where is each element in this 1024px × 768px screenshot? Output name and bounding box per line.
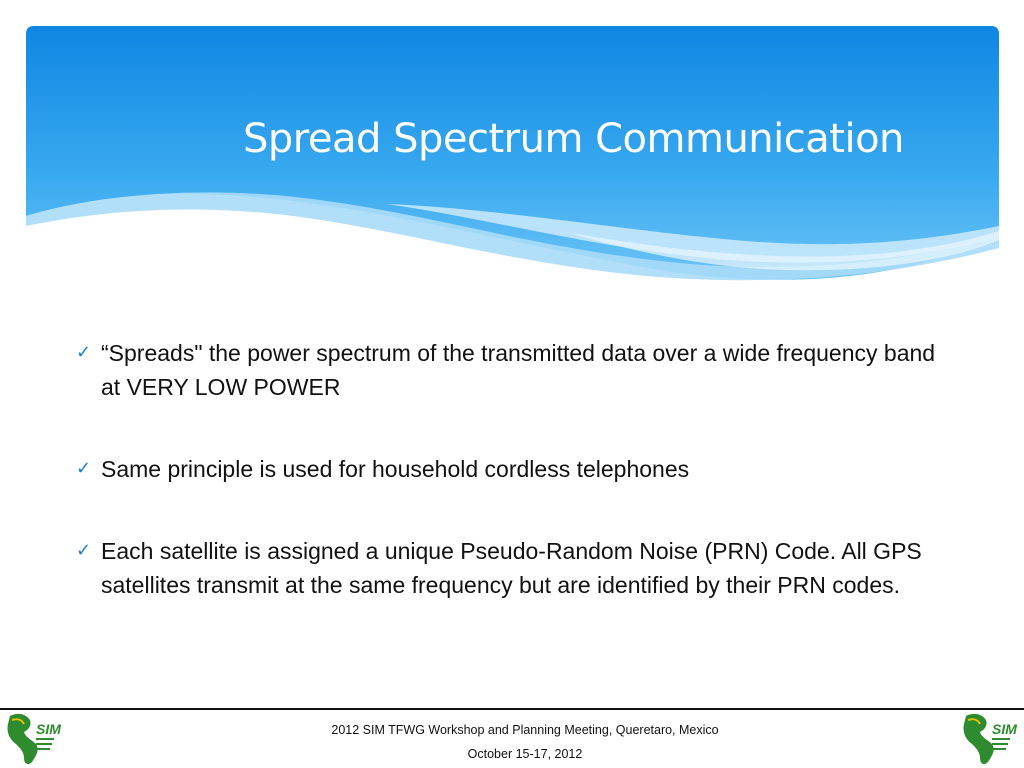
svg-text:SIM: SIM bbox=[992, 721, 1017, 737]
check-mark-icon: ✓ bbox=[76, 458, 92, 479]
footer-event: 2012 SIM TFWG Workshop and Planning Meeting, Queretaro, Mexico bbox=[331, 723, 719, 737]
slide-title: Spread Spectrum Communication bbox=[243, 116, 904, 162]
bullet-item bbox=[76, 336, 956, 404]
bullet-item bbox=[76, 534, 956, 602]
bullet-text: Same principle is used for household cordless telephones bbox=[101, 456, 690, 482]
bullet-text: Each satellite is assigned a unique Pseudo-Random Noise (PRN) Code. All GPS satellites transmit at the same frequency but are identified by their PRN codes. bbox=[101, 538, 922, 598]
sim-logo-left bbox=[2, 710, 64, 768]
bullet-item bbox=[76, 452, 956, 486]
title-banner bbox=[26, 26, 999, 288]
sim-logo-right bbox=[958, 710, 1020, 768]
svg-text:SIM: SIM bbox=[36, 721, 61, 737]
bullet-list bbox=[76, 336, 956, 602]
check-mark-icon: ✓ bbox=[76, 540, 92, 561]
footer-date: October 15-17, 2012 bbox=[467, 747, 583, 761]
footer-divider bbox=[0, 708, 1024, 710]
bullet-text: “Spreads" the power spectrum of the transmitted data over a wide frequency band at VERY LOW POWER bbox=[101, 340, 936, 400]
check-mark-icon: ✓ bbox=[76, 342, 92, 363]
